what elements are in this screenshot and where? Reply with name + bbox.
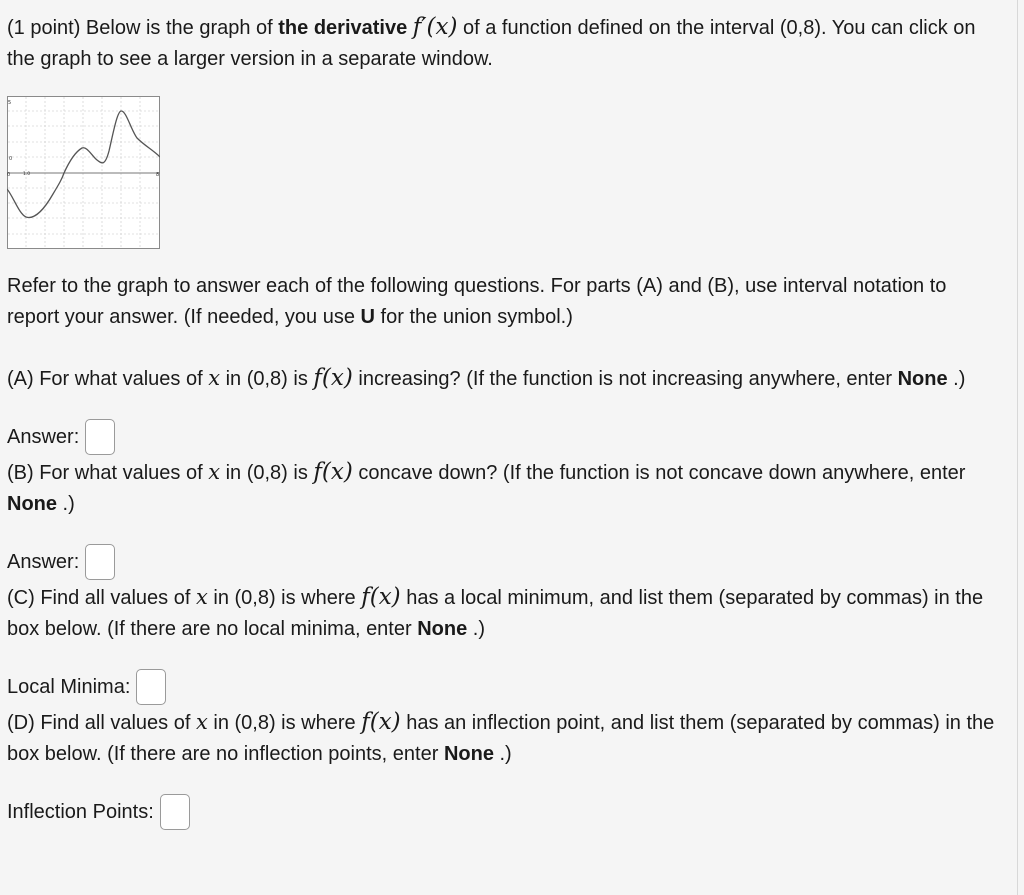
points-label: (1 point) <box>7 17 81 39</box>
answer-row-d <box>7 792 1007 832</box>
question-a <box>7 363 997 395</box>
math-fx: f(x) <box>361 584 401 610</box>
none-bold: None <box>443 743 494 765</box>
inflection-points-input[interactable] <box>160 794 190 830</box>
none-bold: None <box>7 493 57 515</box>
question-a-text-1: (A) For what values of <box>7 368 209 390</box>
question-a-text-2: in (0,8) is <box>220 368 314 390</box>
page-right-border <box>1017 0 1018 895</box>
answer-b-label: Answer: <box>7 550 80 573</box>
answer-row-c <box>7 667 1007 707</box>
derivative-graph[interactable] <box>7 96 160 249</box>
question-a-text-3: increasing? (If the function is not increasing anywhere, enter <box>352 368 898 390</box>
math-x: x <box>208 366 221 390</box>
question-d-text-3: has an inflection point, and list them (separated by commas) in the box below. (If there are no inflection points, enter <box>7 712 995 765</box>
none-bold: None <box>897 368 948 390</box>
inflection-points-label: Inflection Points: <box>7 800 154 823</box>
question-c-text-1: (C) Find all values of <box>7 587 196 609</box>
x-origin-label: 0 <box>7 172 11 178</box>
math-x: x <box>195 710 208 734</box>
answer-row-a <box>7 417 1007 457</box>
instructions-text-2: for the union symbol.) <box>375 306 573 328</box>
x-tick-label: 1.0 <box>23 172 31 177</box>
answer-a-label: Answer: <box>7 425 80 448</box>
math-x: x <box>208 460 221 484</box>
derivative-graph-link[interactable] <box>7 96 160 249</box>
intro-text-1: Below is the graph of <box>80 17 279 39</box>
union-symbol-bold: U <box>360 306 375 328</box>
math-fprime: f′(x) <box>412 14 458 40</box>
problem-content <box>7 12 1007 832</box>
instructions-text-1: Refer to the graph to answer each of the following questions. For parts (A) and (B), use interval notation to report your answer. (If needed, you use <box>7 275 947 328</box>
math-fx: f(x) <box>313 365 353 391</box>
question-b-text-1: (B) For what values of <box>7 462 209 484</box>
y-mid-label: 0 <box>9 156 13 162</box>
answer-a-input[interactable] <box>85 419 115 455</box>
question-b-text-end: .) <box>57 493 75 515</box>
math-fx: f(x) <box>313 459 353 485</box>
none-bold: None <box>417 618 468 640</box>
question-c <box>7 582 997 645</box>
question-b-text-3: concave down? (If the function is not concave down anywhere, enter <box>352 462 966 484</box>
intro-paragraph <box>7 12 997 75</box>
question-b-text-2: in (0,8) is <box>220 462 314 484</box>
local-minima-label: Local Minima: <box>7 675 131 698</box>
question-c-text-end: .) <box>467 618 485 640</box>
math-x: x <box>195 585 208 609</box>
math-fx: f(x) <box>361 709 401 735</box>
answer-row-b <box>7 542 1007 582</box>
answer-b-input[interactable] <box>85 544 115 580</box>
question-d-text-2: in (0,8) is where <box>207 712 362 734</box>
local-minima-input[interactable] <box>136 669 166 705</box>
question-b <box>7 457 997 520</box>
y-top-label: 5 <box>8 100 12 106</box>
question-d-text-1: (D) Find all values of <box>7 712 196 734</box>
question-d-text-end: .) <box>493 743 512 765</box>
question-a-text-end: .) <box>947 368 966 390</box>
instructions-paragraph <box>7 271 997 333</box>
x-end-label: 8 <box>156 172 160 178</box>
intro-text-2: of a function defined on the interval (0,8). You can click on the graph to see a larger version in a separate window. <box>7 17 976 70</box>
question-c-text-2: in (0,8) is where <box>207 587 362 609</box>
question-d <box>7 707 997 770</box>
question-c-text-3: has a local minimum, and list them (separated by commas) in the box below. (If there are no local minima, enter <box>7 587 984 640</box>
intro-bold: the derivative <box>278 17 408 39</box>
